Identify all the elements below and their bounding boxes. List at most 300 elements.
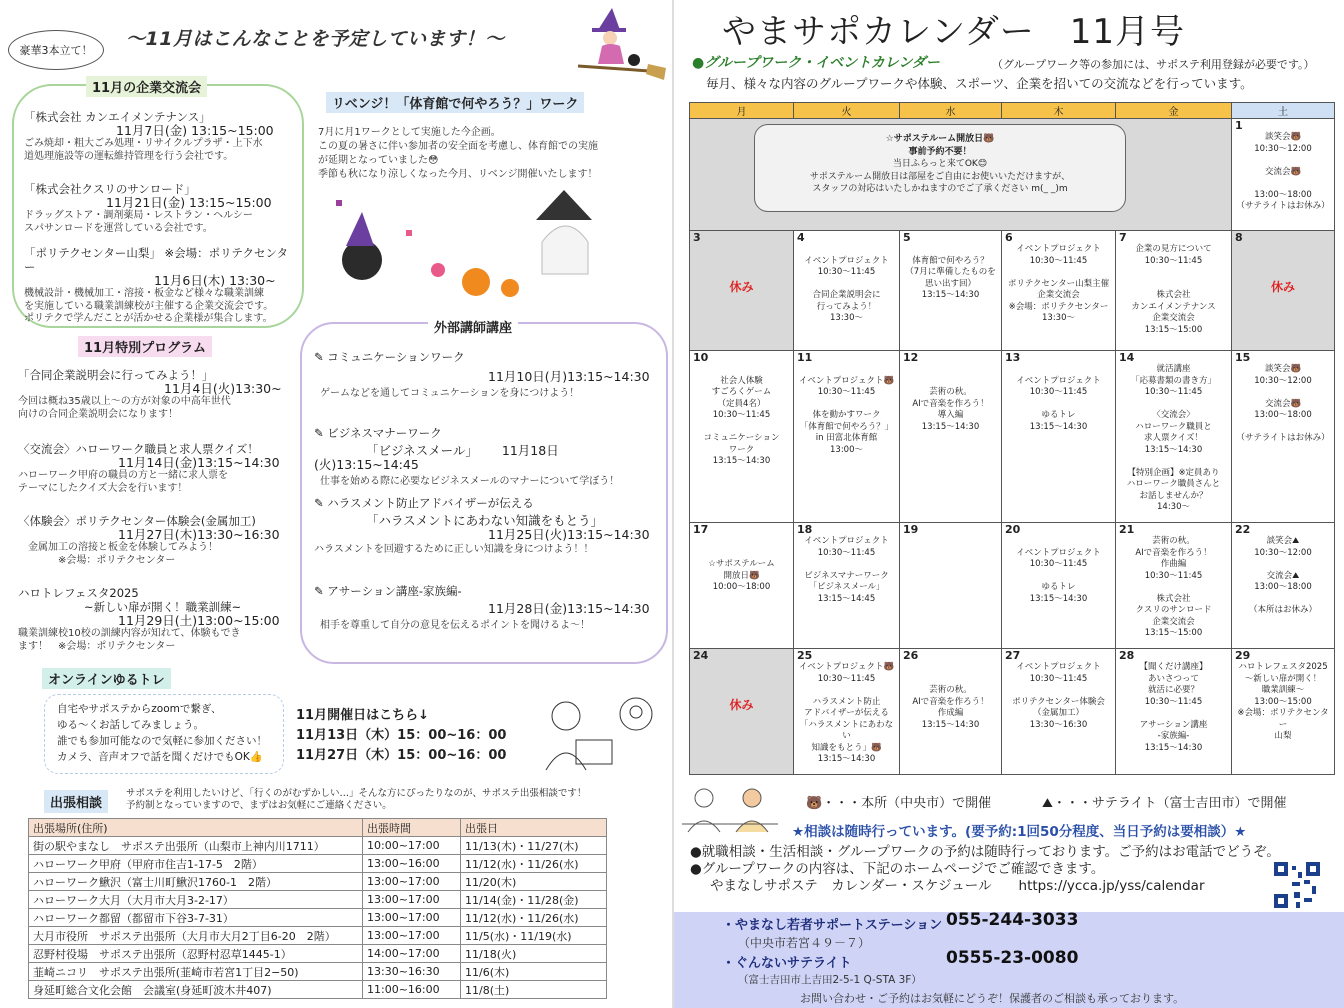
calendar-day-11 [794, 351, 900, 523]
event-line: 13:00～15:00 [1254, 696, 1312, 707]
event-line: 13:15～14:30 [921, 290, 980, 300]
calendar-day-12 [900, 351, 1002, 523]
shutcho-note-line: 予約制となっていますので、まずはお気軽にご連絡ください。 [126, 800, 392, 811]
notice-line: 事前予約不要！ [908, 146, 972, 157]
event-line: ～新しい扉が開く！ [1244, 673, 1322, 684]
event-line: 10:30～11:45 [1144, 387, 1203, 397]
notice-line: サポステルーム開放日は部屋をご自由にお使いいただけますが、 [809, 171, 1071, 182]
event-line: 開放日🐻 [723, 570, 760, 581]
holiday-label: 休み [729, 698, 754, 712]
event-line: 就活講座 [1156, 364, 1191, 374]
company-desc: 道処理施設等の運転維持管理を行う会社です。 [24, 150, 234, 162]
table-header: 出張場所(住所) [29, 819, 363, 837]
event-line: in 田富北体育館 [815, 433, 878, 443]
table-cell: 忍野村役場 サポステ出張所（忍野村忍草1445-1） [29, 945, 363, 963]
company-exchange-title: 11月の企業交流会 [86, 76, 207, 97]
event-line: ハローワーク職員さんと [1126, 479, 1221, 489]
table-row [29, 891, 607, 909]
day-number: 29 [1235, 649, 1251, 662]
calendar-day-18 [794, 523, 900, 649]
event-line: 10:30～11:45 [1144, 255, 1203, 266]
event-line: 芸術の秋。 [929, 685, 972, 695]
special-date: 11月27日(木)13:30~16:30 [118, 527, 280, 542]
special-item-2 [18, 442, 296, 495]
qr-code-icon[interactable] [1274, 862, 1320, 908]
table-cell: 14:00~17:00 [363, 945, 461, 963]
outside-lecture-title: 外部講師講座 [428, 316, 518, 337]
table-cell: 11/5(水)・11/19(水) [461, 927, 607, 945]
event-line: 10:30～11:45 [1029, 559, 1088, 569]
outside-sub: 「ビジネスメール」 [366, 443, 478, 458]
table-cell: 13:00~16:00 [363, 855, 461, 873]
event-line [1234, 594, 1332, 606]
table-cell: 13:00~17:00 [363, 891, 461, 909]
company-desc: を実施している職業訓練校が主催する企業交流会です。 [24, 300, 274, 312]
calendar-day-24 [690, 649, 794, 775]
page-divider [672, 0, 674, 1008]
table-cell: ハローワーク甲府（甲府市住吉1-17-5 2階） [29, 855, 363, 873]
footer-message: お問い合わせ・ご予約はお気軽にどうぞ！保護者のご相談も承っております。 [800, 992, 1185, 1005]
weekday-header: 土 [1232, 103, 1335, 119]
event-line: イベントプロジェクト [1016, 244, 1101, 254]
outside-desc: ハラスメントを回避するために正しい知識を身につけよう！！ [314, 544, 594, 555]
event-line [796, 279, 897, 291]
page-title: やまサポカレンダー 11月号 [722, 12, 1186, 52]
event-line: 株式会社 [1156, 593, 1191, 604]
open-day-notice [754, 124, 1126, 212]
badge-bubble [8, 30, 104, 70]
event-line: 企業の見方について [1135, 244, 1212, 254]
table-row [29, 981, 607, 999]
special-desc: 今回は概ね35歳以上～の方が対象の中高年世代 [18, 396, 231, 407]
table-row [29, 927, 607, 945]
event-line: イベントプロジェクト [1016, 375, 1101, 386]
table-header: 出張日 [461, 819, 607, 837]
event-line [1118, 399, 1229, 411]
main-office-legend: 🐻・・・本所（中央市）で開催 [806, 796, 992, 811]
yuru-date: 11月13日（木）15：00~16：00 [296, 728, 507, 743]
event-line: 談笑会⛰ [1266, 536, 1300, 546]
day-events [902, 244, 999, 302]
org-name: ・ぐんないサテライト [722, 956, 852, 971]
revenge-line: 7月に月1ワークとして実施した今企画。 [318, 127, 501, 138]
calendar-day-8 [1232, 231, 1335, 351]
day-events [796, 364, 897, 456]
phone-number[interactable]: 055-244-3033 [946, 910, 1079, 930]
calendar-day-10 [690, 351, 794, 523]
event-line: すごろくゲーム [711, 387, 772, 397]
phone-number[interactable]: 0555-23-0080 [946, 948, 1079, 968]
day-events [1004, 662, 1113, 731]
witch-illustration [568, 8, 668, 82]
day-number: 20 [1005, 523, 1021, 536]
event-line: （7月に準備したものを [905, 267, 996, 277]
day-events [902, 662, 999, 731]
special-item-4 [18, 586, 298, 653]
revenge-line: が延期となっていました😳 [318, 155, 439, 166]
event-line: 13:15～14:30 [712, 456, 771, 466]
event-line [692, 422, 791, 434]
day-events [1118, 662, 1229, 754]
calendar-day-25 [794, 649, 900, 775]
table-row [29, 909, 607, 927]
event-line: AIで音楽を作ろう！ [1135, 547, 1212, 558]
day-events [796, 244, 897, 325]
day-number: 24 [693, 649, 709, 662]
special-desc: テーマにしたクイズ大会を行います！ [18, 482, 188, 494]
day-events [1234, 536, 1332, 617]
outside-item-1 [314, 350, 660, 401]
special-program-title: 11月特別プログラム [78, 336, 212, 357]
weekday-header: 金 [1116, 103, 1232, 119]
table-cell: 10:00~17:00 [363, 837, 461, 855]
calendar-day-6 [1002, 231, 1116, 351]
event-line: 「ビジネスメール」 [808, 582, 885, 592]
calendar-day-20 [1002, 523, 1116, 649]
day-events [796, 536, 897, 605]
special-desc: ※会場：ポリテクセンター [58, 554, 176, 566]
special-name: 〈体験会〉ポリテクセンター体験会(金属加工) [18, 514, 256, 528]
table-cell: 11/20(木) [461, 873, 607, 891]
event-line: 13:15～14:30 [1144, 742, 1203, 753]
satellite-legend: ⛰・・・サテライト（富士吉田市）で開催 [1042, 796, 1287, 811]
pencil-icon: ✎ [314, 426, 328, 440]
registration-note: （グループワーク等の参加には、サポステ利用登録が必要です。） [992, 58, 1315, 71]
consultation-illustration [682, 784, 778, 834]
event-line: （サテライトはお休み） [1236, 201, 1330, 211]
event-line [1004, 267, 1113, 279]
halloween-illustration [326, 190, 606, 308]
event-line: 10:30～11:45 [817, 387, 876, 397]
consultation-banner: ★相談は随時行っています。(要予約:1回50分程度、当日予約は要相談）★ [792, 824, 1247, 840]
event-line: 知識をもとう」🐻 [811, 742, 882, 753]
event-line: 10:30～12:00 [1254, 143, 1312, 154]
event-line: 14:30～ [1157, 502, 1190, 512]
org-address: （中央市若宮４９－７） [738, 936, 871, 950]
yuru-dates-title: 11月開催日はこちら↓ [296, 708, 429, 723]
event-line: ゆるトレ [1041, 410, 1076, 420]
event-line: 芸術の秋。 [1152, 536, 1195, 546]
notice-line: スタッフの対応はいたしかねますのでご了承ください m(_ _)m [812, 184, 1068, 194]
event-line: 13:15～15:00 [1144, 628, 1203, 638]
table-cell: ハローワーク都留（都留市下谷3-7-31） [29, 909, 363, 927]
event-line [796, 559, 897, 571]
event-line: 交流会⛰ [1266, 570, 1300, 581]
event-line: 10:30～11:45 [817, 547, 876, 558]
event-line: AIで音楽を作ろう！ [912, 696, 989, 707]
special-sub: ~新しい扉が開く！職業訓練~ [84, 600, 242, 614]
yuru-date: 11月27日（木）15：00~16：00 [296, 748, 507, 763]
event-line: あいさつって [1148, 673, 1199, 684]
event-line: ハローワーク職員と [1135, 421, 1212, 432]
event-line: 10:30～11:45 [1144, 570, 1203, 581]
event-line: 10:30～11:45 [712, 410, 771, 420]
info-line: ●就職相談・生活相談・グループワークの予約は随時行っております。ご予約はお電話でどうぞ。 [690, 844, 1280, 860]
weekday-header: 月 [690, 103, 794, 119]
event-line: 企業交流会 [1037, 290, 1080, 300]
day-events [902, 364, 999, 433]
event-line: 13:15～14:30 [1029, 593, 1088, 604]
event-line [902, 364, 999, 376]
outside-sub: 「ハラスメントにあわない知識をもとう」 [366, 513, 604, 528]
event-line [692, 364, 791, 376]
yuru-line: カメラ、音声オフで話を聞くだけでもOK👍 [57, 751, 263, 763]
badge-text: 豪華3本立て！ [19, 44, 93, 57]
table-cell: 韮崎ニコリ サポステ出張所(韮崎市若宮1丁目2−50) [29, 963, 363, 981]
outside-name: ビジネスマナーワーク [327, 426, 442, 440]
event-line: クスリのサンロード [1135, 605, 1212, 615]
special-desc: ハローワーク甲府の職員の方と一緒に求人票を [18, 470, 228, 481]
day-number: 12 [903, 351, 919, 364]
company-name: 「株式会社クスリのサンロード」 [24, 182, 196, 196]
event-line: 10:30～11:45 [817, 267, 876, 277]
notice-line: ☆サポステルーム開放日🐻 [885, 134, 995, 144]
event-line: 13:00～18:00 [1254, 582, 1312, 592]
company-desc: 機械設計・機械加工・溶接・板金など様々な職業訓練 [24, 288, 264, 299]
day-events [1234, 364, 1332, 445]
table-cell: 大月市役所 サポステ出張所（大月市大月2丁目6-20 2階） [29, 927, 363, 945]
notice-line: 当日ふらっと来てOK😊 [892, 159, 988, 169]
event-line: ※会場：ポリテクセンター [1008, 301, 1109, 312]
table-row [29, 855, 607, 873]
weekday-header: 木 [1002, 103, 1116, 119]
online-yuru-box [44, 694, 284, 774]
outside-item-2 [314, 426, 660, 489]
day-events [1004, 536, 1113, 605]
company-item-3 [24, 246, 296, 326]
event-line [902, 376, 999, 388]
laptop-person-illustration [536, 696, 660, 772]
event-line: 就活に必要？ [1147, 685, 1199, 695]
event-line: 10:30～12:00 [1254, 547, 1312, 558]
calendar-day-15 [1232, 351, 1335, 523]
org-address: （富士吉田市上吉田2-5-1 Q-STA 3F） [738, 974, 922, 986]
outside-name: ハラスメント防止アドバイザーが伝える [327, 496, 534, 510]
day-number: 21 [1119, 523, 1135, 536]
calendar-day-7 [1116, 231, 1232, 351]
event-line: ビジネスマナーワーク [804, 570, 889, 581]
table-cell: 11/18(火) [461, 945, 607, 963]
day-events [692, 364, 791, 468]
event-line [902, 674, 999, 686]
event-line: イベントプロジェクト🐻 [798, 375, 895, 386]
event-line: 13:00～18:00 [1254, 189, 1312, 200]
event-line: -家族編- [1157, 731, 1190, 741]
event-line: 「ハラスメントにあわない [799, 719, 894, 741]
day-number: 13 [1005, 351, 1021, 364]
calendar-day-5 [900, 231, 1002, 351]
revenge-title: リベンジ！「体育館で何やろう？」ワーク [326, 92, 584, 113]
event-line: 13:15～14:30 [921, 719, 980, 730]
weekday-header: 火 [794, 103, 900, 119]
org-name: ・やまなし若者サポートステーション [722, 918, 943, 933]
special-name: 「合同企業説明会に行ってみよう！」 [18, 368, 214, 382]
event-line [1004, 536, 1113, 548]
event-line [1118, 279, 1229, 291]
event-line: 13:30～ [1042, 313, 1075, 323]
day-number: 11 [797, 351, 813, 364]
event-line: 作成編 [937, 708, 964, 718]
special-date: 11月29日(土)13:00~15:00 [118, 613, 280, 628]
day-number: 10 [693, 351, 709, 364]
table-row [29, 963, 607, 981]
event-line: 13:30～16:30 [1029, 719, 1088, 730]
event-line: 体育館で何やろう？ [912, 255, 989, 266]
day-number: 15 [1235, 351, 1251, 364]
event-line: カンエイメンテナンス [1131, 301, 1216, 312]
event-line: 【特別企画】※定員あり [1127, 467, 1220, 478]
table-cell: 13:00~17:00 [363, 927, 461, 945]
table-cell: 11/14(金)・11/28(金) [461, 891, 607, 909]
calendar-day-4 [794, 231, 900, 351]
event-line [1004, 685, 1113, 697]
day-number: 27 [1005, 649, 1021, 662]
event-line [1234, 155, 1332, 167]
info-line: ●グループワークの内容は、下記のホームページでご確認できます。 [690, 861, 1105, 877]
event-line: ☆サポステルーム [708, 559, 775, 569]
outside-item-3 [314, 496, 660, 557]
event-line [1118, 267, 1229, 279]
event-line: 10:00～18:00 [712, 582, 771, 592]
outside-desc: 相手を尊重して自分の意見を伝えるポイントを聞けるよ～！ [320, 620, 590, 631]
calendar-day-21 [1116, 523, 1232, 649]
calendar-subtitle: ●グループワーク・イベントカレンダー [692, 55, 940, 71]
headline: 〜11月はこんなことを予定しています！〜 [126, 28, 505, 50]
special-desc: ます！ ※会場：ポリテクセンター [18, 640, 176, 652]
day-number: 7 [1119, 231, 1127, 244]
yuru-line: ゆる～くお話してみましょう。 [57, 719, 204, 731]
event-line: 13:15～14:30 [1144, 444, 1203, 455]
special-desc: 金属加工の溶接と板金を体験してみよう！ [28, 542, 218, 553]
table-cell: 11/13(木)・11/27(木) [461, 837, 607, 855]
day-number: 3 [693, 231, 701, 244]
event-line: イベントプロジェクト [1016, 547, 1101, 558]
company-date: 11月7日(金) 13:15~15:00 [116, 123, 274, 138]
event-line: ハロトレフェスタ2025 [1238, 662, 1328, 672]
event-line: 13:15～14:30 [921, 421, 980, 432]
event-line: コミュニケーション [703, 433, 780, 443]
holiday-label: 休み [1270, 280, 1295, 294]
day-number: 1 [1235, 119, 1243, 132]
company-desc: ポリテクで学んだことが活かせる企業様が集合します。 [24, 313, 273, 324]
event-line: 求人票クイズ！ [1144, 433, 1203, 443]
revenge-line: 季節も秋になり涼しくなった今月、リベンジ開催いたします！ [318, 169, 598, 180]
event-line: 10:30～11:45 [817, 673, 876, 684]
outside-date: 11月18日(火)13:15~14:45 [314, 443, 559, 472]
event-line: 10:30～11:45 [1029, 255, 1088, 266]
day-number: 22 [1235, 523, 1251, 536]
info-line: やまなしサポステ カレンダー・スケジュール https://ycca.jp/yss/calendar [710, 878, 1205, 894]
day-events [1118, 244, 1229, 336]
event-line [1118, 456, 1229, 468]
day-number: 8 [1235, 231, 1243, 244]
event-line [1004, 571, 1113, 583]
day-number: 19 [903, 523, 919, 536]
event-line: イベントプロジェクト [1016, 662, 1101, 672]
event-line: 談笑会🐻 [1264, 364, 1302, 374]
shutcho-note-line: サポステを利用したいけど、「行くのがむずかしい…」そんな方にぴったりなのが、サポステ出張相談です！ [126, 788, 587, 799]
calendar-day-14 [1116, 351, 1232, 523]
event-line: ※会場：ポリテクセンター [1237, 708, 1329, 730]
event-line: 「応募書類の書き方」 [1130, 375, 1216, 386]
event-line [1234, 178, 1332, 190]
table-cell: 13:00~17:00 [363, 873, 461, 891]
event-line: 10:30～11:45 [1029, 387, 1088, 397]
pencil-icon: ✎ [314, 584, 328, 598]
day-events [1234, 662, 1332, 743]
event-line: （金属加工） [1032, 708, 1084, 718]
calendar-day-17 [690, 523, 794, 649]
day-number: 17 [693, 523, 709, 536]
event-line: 13:15～14:45 [817, 593, 876, 604]
online-yuru-title: オンラインゆるトレ [42, 668, 171, 689]
day-events [692, 536, 791, 594]
event-line: イベントプロジェクト [804, 255, 889, 266]
table-cell: 13:30~16:30 [363, 963, 461, 981]
calendar-day-26 [900, 649, 1002, 775]
day-events [1234, 132, 1332, 213]
event-line: ポリテクセンター体験会 [1012, 696, 1105, 707]
day-number: 5 [903, 231, 911, 244]
yuru-dates [296, 706, 506, 766]
day-events [1004, 244, 1113, 325]
outside-name: コミュニケーションワーク [327, 350, 465, 364]
event-line [796, 685, 897, 697]
event-line: 行ってみよう！ [816, 301, 877, 312]
company-date: 11月6日(木) 13:30~ [154, 273, 276, 288]
event-line [1004, 364, 1113, 376]
event-line: 山梨 [1274, 731, 1292, 741]
calendar-day-1 [1232, 119, 1335, 231]
day-events [1118, 364, 1229, 514]
special-item-1 [18, 368, 296, 421]
event-line: 職業訓練～ [1261, 685, 1305, 695]
event-line: （サテライトはお休み） [1236, 433, 1330, 443]
event-line: アサーション講座 [1139, 719, 1208, 730]
calendar-day-27 [1002, 649, 1116, 775]
event-line [902, 662, 999, 674]
special-date: 11月4日(火)13:30~ [164, 381, 282, 396]
table-cell: 11/12(水)・11/26(水) [461, 855, 607, 873]
event-line: 13:30～ [830, 313, 863, 323]
event-line: 13:00～18:00 [1254, 410, 1312, 420]
outside-desc: ゲームなどを通してコミュニケーションを身につけよう！ [320, 388, 580, 399]
yuru-line: 誰でも参加可能なので気軽に参加ください！ [57, 735, 267, 747]
event-line [1234, 559, 1332, 571]
special-name: ハロトレフェスタ2025 [18, 586, 139, 600]
day-events [1118, 536, 1229, 640]
special-item-3 [18, 514, 296, 567]
calendar-intro: 毎月、様々な内容のグループワークや体験、スポーツ、企業を招いての交流などを行っています。 [706, 76, 1253, 91]
event-line [1234, 422, 1332, 434]
event-line: 企業交流会 [1152, 313, 1195, 323]
day-number: 14 [1119, 351, 1135, 364]
event-line: アドバイザーが伝える [804, 708, 889, 718]
event-line [1118, 708, 1229, 720]
event-line: 思い出す回） [924, 278, 976, 289]
event-line: 「体育館で何やろう？」 [799, 421, 894, 432]
calendar-day-13 [1002, 351, 1116, 523]
day-number: 18 [797, 523, 813, 536]
event-line: ワーク [728, 444, 755, 455]
calendar-day-29 [1232, 649, 1335, 775]
company-name: 「ポリテクセンター山梨」 ※会場：ポリテクセンター [24, 246, 288, 274]
table-cell: 街の駅やまなし サポステ出張所（山梨市上神内川1711） [29, 837, 363, 855]
event-line: 交流会🐻 [1264, 166, 1302, 177]
shutcho-note [126, 788, 646, 812]
event-line: 13:15～14:30 [817, 754, 876, 764]
company-item-1 [24, 110, 294, 163]
